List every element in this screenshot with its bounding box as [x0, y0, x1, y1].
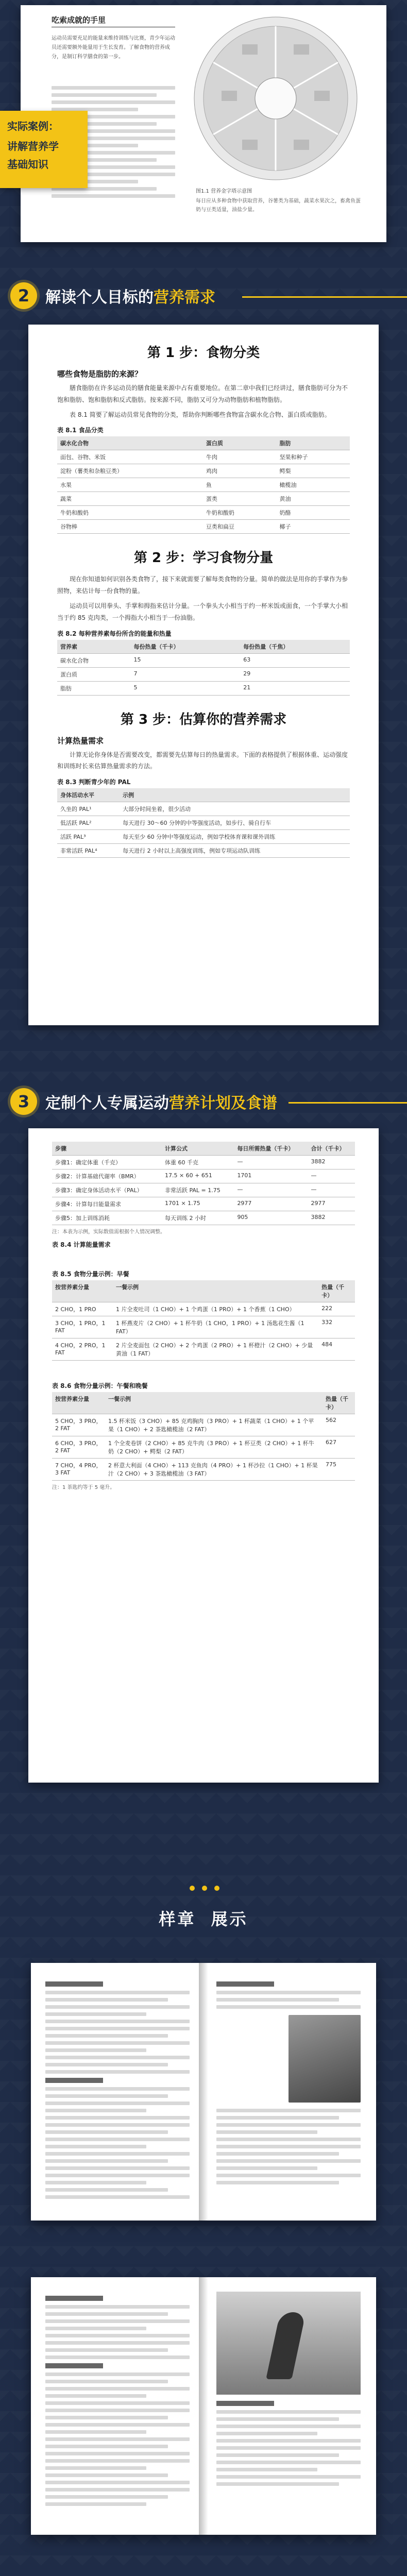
table-cell: 水果 — [57, 478, 203, 492]
table-row — [57, 478, 350, 492]
table-row — [57, 492, 350, 506]
table-header-cell: 碳水化合物 — [57, 436, 203, 450]
lunch-dinner-portion-table — [52, 1392, 355, 1481]
table-header-cell: 营养素 — [57, 640, 131, 654]
table-cell: 每天进行 2 小时以上高强度训练，例如专项运动队训练 — [120, 844, 350, 858]
table-cell: 3 CHO，1 PRO，1 FAT — [52, 1316, 113, 1338]
table-cell: 步骤1：确定体重（千克） — [52, 1156, 162, 1170]
figure-note: 每日应从多种食物中获取营养，谷薯类为基础，蔬菜水果次之，畜禽鱼蛋奶与豆类适量，油盐少量。 — [196, 198, 361, 213]
sample-photo-2 — [216, 2292, 361, 2395]
energy-calc-table — [52, 1142, 355, 1225]
table-header-cell: 每日所需热量（千卡） — [234, 1142, 308, 1156]
section-3-number: 3 — [10, 1088, 37, 1115]
table-cell: 低活跃 PAL² — [57, 816, 120, 830]
table-cell: 7 CHO，4 PRO，3 FAT — [52, 1459, 105, 1481]
table-row — [57, 653, 350, 667]
table-cell: 淀粉（薯类和杂粮豆类） — [57, 464, 203, 478]
table-header-cell: 每份热量（千卡） — [131, 640, 241, 654]
table-cell: 步骤3：确定身体活动水平（PAL） — [52, 1183, 162, 1197]
table-cell: 1 杯燕麦片（2 CHO）+ 1 杯牛奶（1 CHO，1 PRO）+ 1 汤匙花生酱（1 FAT） — [113, 1316, 318, 1338]
sample-title — [0, 1906, 407, 1930]
spread-1-gutter — [199, 1963, 208, 2221]
table-cell: 17.5 × 60 + 651 — [162, 1170, 234, 1183]
table-row — [52, 1156, 355, 1170]
section-2-title-highlight: 营养需求 — [154, 289, 215, 307]
table-cell: 222 — [318, 1302, 355, 1316]
section-2-header — [10, 282, 215, 309]
table-row — [57, 464, 350, 478]
table-8-3-caption: 表 8.3 判断青少年的 PAL — [57, 778, 131, 786]
table-cell: 蛋白质 — [57, 667, 131, 681]
table-header-cell: 计算公式 — [162, 1142, 234, 1156]
table-cell: 63 — [240, 653, 350, 667]
table-cell: 鳄梨 — [276, 464, 350, 478]
step1-title: 第 1 步：食物分类 — [147, 345, 260, 361]
table-header-cell: 热量（千卡） — [323, 1392, 355, 1414]
spread-2-right-page — [216, 2292, 361, 2489]
table-row — [57, 506, 350, 520]
table-cell: 6 CHO，3 PRO，2 FAT — [52, 1436, 105, 1459]
table-row — [57, 667, 350, 681]
table-cell: 332 — [318, 1316, 355, 1338]
table-cell: 碳水化合物 — [57, 653, 131, 667]
table-cell: 29 — [240, 667, 350, 681]
table-cell: 黄油 — [276, 492, 350, 506]
table-row — [52, 1183, 355, 1197]
section-3-title — [45, 1090, 277, 1113]
table-row — [57, 844, 350, 858]
sample-title-b: 展示 — [211, 1909, 248, 1929]
table-header-row — [57, 640, 350, 654]
table-cell: 奶酪 — [276, 506, 350, 520]
table-header-cell: 示例 — [120, 788, 350, 802]
table-cell: 5 CHO，3 PRO，2 FAT — [52, 1414, 105, 1436]
food-wheel-figure — [191, 13, 361, 183]
sample-title-a: 样章 — [159, 1909, 196, 1929]
table-cell: 牛奶和酸奶 — [57, 506, 203, 520]
pal-table — [57, 788, 350, 858]
table-header-cell: 热量（千卡） — [318, 1280, 355, 1302]
table-header-row — [52, 1280, 355, 1302]
table-cell: 牛奶和酸奶 — [203, 506, 277, 520]
step1-text — [57, 382, 350, 420]
section-3-title-prefix: 定制个人专属运动 — [45, 1094, 169, 1112]
step2-para1: 现在你知道如何识别各类食物了，接下来就需要了解每类食物的分量。简单的做法是用你的手掌作为参照物，来估计每一份食物的量。 — [57, 575, 348, 595]
table-cell: 橄榄油 — [276, 478, 350, 492]
table-cell: 椰子 — [276, 520, 350, 534]
food-category-table — [57, 436, 350, 534]
table-cell: 1701 — [234, 1170, 308, 1183]
table-8-6-caption: 表 8.6 食物分量示例：午餐和晚餐 — [52, 1382, 148, 1389]
table-cell: 面包、谷物、米饭 — [57, 450, 203, 464]
table-cell: 非常活跃 PAL = 1.75 — [162, 1183, 234, 1197]
table-cell: 步骤5：加上训练消耗 — [52, 1211, 162, 1225]
table-cell: 905 — [234, 1211, 308, 1225]
table-cell: 步骤2：计算基础代谢率（BMR） — [52, 1170, 162, 1183]
figure-caption: 图1.1 营养金字塔示意图 — [196, 189, 252, 194]
table-header-cell: 按营养素分量 — [52, 1392, 105, 1414]
table-header-row — [52, 1392, 355, 1414]
table-cell: 2977 — [234, 1197, 308, 1211]
sample-spread-2 — [31, 2277, 376, 2535]
breakfast-portion-table — [52, 1280, 355, 1361]
sample-header — [0, 1906, 407, 1930]
table-cell: 久坐的 PAL¹ — [57, 802, 120, 816]
spread-1-right-page — [216, 1977, 361, 2188]
table-cell: 4 CHO，2 PRO，1 FAT — [52, 1338, 113, 1361]
table-cell: — — [234, 1183, 308, 1197]
table-header-cell: 身体活动水平 — [57, 788, 120, 802]
table-cell: 每天训练 2 小时 — [162, 1211, 234, 1225]
table-cell: 3882 — [308, 1211, 355, 1225]
table-row — [57, 450, 350, 464]
step1-para2: 表 8.1 简要了解运动员常见食物的分类，帮助你判断哪些食物富含碳水化合物、蛋白质或脂肪。 — [70, 411, 331, 418]
spread-1-left-page — [45, 1977, 190, 2202]
section-2-rule — [242, 296, 407, 298]
table-cell: 坚果和种子 — [276, 450, 350, 464]
table-cell: — — [308, 1170, 355, 1183]
top-page-paragraph: 运动员需要充足的能量来维持训练与比赛，青少年运动员还需要额外能量用于生长发育。了解食物的营养成分，是制订科学膳食的第一步。 — [52, 36, 175, 60]
table-cell: 非常活跃 PAL⁴ — [57, 844, 120, 858]
table-header-cell: 一餐示例 — [113, 1280, 318, 1302]
section-3-header — [10, 1088, 277, 1115]
table-row — [52, 1316, 355, 1338]
table-cell: 大部分时间坐着，很少活动 — [120, 802, 350, 816]
spread-2-gutter — [199, 2277, 208, 2535]
table-cell: 775 — [323, 1459, 355, 1481]
table-row — [52, 1459, 355, 1481]
table-cell: 7 — [131, 667, 241, 681]
food-wheel-svg — [191, 13, 361, 183]
table-cell: 脂肪 — [57, 681, 131, 695]
table-row — [52, 1302, 355, 1316]
section-2-title — [45, 284, 215, 307]
case-study-tag — [0, 111, 88, 188]
table-8-1-caption: 表 8.1 食品分类 — [57, 427, 104, 434]
table-cell: — — [308, 1183, 355, 1197]
table-header-cell: 一餐示例 — [105, 1392, 323, 1414]
section-2-title-prefix: 解读个人目标的 — [45, 289, 154, 307]
sample-spread-1 — [31, 1963, 376, 2221]
table-cell: 3882 — [308, 1156, 355, 1170]
spread-2-left-page — [45, 2292, 190, 2510]
table-cell: 豆类和扁豆 — [203, 520, 277, 534]
table-row — [57, 681, 350, 695]
table-cell: 蛋类 — [203, 492, 277, 506]
table-cell: 15 — [131, 653, 241, 667]
table-cell: 体重 60 千克 — [162, 1156, 234, 1170]
table-cell: 鱼 — [203, 478, 277, 492]
table-row — [52, 1211, 355, 1225]
step3-title: 第 3 步：估算你的营养需求 — [120, 711, 287, 727]
section-2-number: 2 — [10, 282, 37, 309]
table-cell: 步骤4：计算每日能量需求 — [52, 1197, 162, 1211]
table-cell: 627 — [323, 1436, 355, 1459]
section-3-title-highlight: 营养计划及食谱 — [169, 1094, 277, 1112]
step2-title: 第 2 步：学习食物分量 — [133, 550, 274, 566]
case-tag-title: 实际案例： — [7, 120, 59, 132]
case-tag-line1: 讲解营养学 — [7, 140, 59, 152]
table-row — [52, 1414, 355, 1436]
table-cell: 1 个全麦卷饼（2 CHO）+ 85 克牛肉（3 PRO）+ 1 杯豆类（2 CHO）+ 1 杯牛奶（2 CHO）+ 鳄梨（2 FAT） — [105, 1436, 323, 1459]
step1-question: 哪些食物是脂肪的来源？ — [57, 369, 143, 379]
table-row — [52, 1197, 355, 1211]
step2-text — [57, 573, 350, 623]
step1-para1: 膳食脂肪在许多运动员的膳食能量来源中占有重要地位。在第二章中我们已经讲过，膳食脂肪可分为不饱和脂肪、饱和脂肪和反式脂肪。按来源不同，脂肪又可分为动物脂肪和植物脂肪。 — [57, 384, 348, 403]
step3-text — [57, 749, 350, 773]
table-cell: 1701 × 1.75 — [162, 1197, 234, 1211]
table-header-cell: 按营养素分量 — [52, 1280, 113, 1302]
table-row — [52, 1436, 355, 1459]
page-running-header: 吃索成就的手里 — [52, 15, 106, 25]
table-cell: 牛肉 — [203, 450, 277, 464]
page-nutrition-needs — [28, 325, 379, 1025]
table-header-cell: 步骤 — [52, 1142, 162, 1156]
table-row — [57, 802, 350, 816]
table-row — [57, 830, 350, 844]
table-cell: 1.5 杯米饭（3 CHO）+ 85 克鸡胸肉（3 PRO）+ 1 杯蔬菜（1 CHO）+ 1 个苹果（1 CHO）+ 2 茶匙橄榄油（2 FAT） — [105, 1414, 323, 1436]
nutrient-calorie-table — [57, 640, 350, 696]
table-cell: 谷物棒 — [57, 520, 203, 534]
table-cell: 活跃 PAL³ — [57, 830, 120, 844]
table-row — [57, 816, 350, 830]
table-header-row — [52, 1142, 355, 1156]
table-cell: 1 片全麦吐司（1 CHO）+ 1 个鸡蛋（1 PRO）+ 1 个香蕉（1 CHO） — [113, 1302, 318, 1316]
table-cell: 每天至少 60 分钟中等强度运动，例如学校体育课和课外训练 — [120, 830, 350, 844]
step2-para2: 运动员可以用拳头、手掌和拇指来估计分量。一个拳头大小相当于约一杯米饭或面食，一个手掌大小相当于约 85 克肉类，一个拇指大小相当于一份油脂。 — [57, 602, 348, 621]
table-cell: 每天进行 30～60 分钟的中等强度活动，如步行、骑自行车 — [120, 816, 350, 830]
table-8-6-note: 注：1 茶匙约等于 5 毫升。 — [52, 1485, 115, 1490]
step3-para1: 计算无论你身体是否需要改变，都需要先估算每日的热量需求。下面的表格提供了根据体重、运动强度和训练时长来估算热量需求的方法。 — [57, 751, 348, 770]
table-header-cell: 脂肪 — [276, 436, 350, 450]
table-cell: 2 杯意大利面（4 CHO）+ 113 克鱼肉（4 PRO）+ 1 杯沙拉（1 CHO）+ 1 杯果汁（2 CHO）+ 3 茶匙橄榄油（3 FAT） — [105, 1459, 323, 1481]
case-tag-line2: 基础知识 — [7, 158, 48, 171]
table-8-4-note: 注：本表为示例，实际数值需根据个人情况调整。 — [52, 1229, 165, 1235]
table-header-cell: 合计（千卡） — [308, 1142, 355, 1156]
table-cell: 2 片全麦面包（2 CHO）+ 2 个鸡蛋（2 PRO）+ 1 杯橙汁（2 CHO）+ 少量黄油（1 FAT） — [113, 1338, 318, 1361]
section-3-rule — [289, 1102, 407, 1104]
table-cell: 562 — [323, 1414, 355, 1436]
table-cell: 5 — [131, 681, 241, 695]
table-cell: 蔬菜 — [57, 492, 203, 506]
table-cell: 484 — [318, 1338, 355, 1361]
sample-dots-top — [190, 1886, 219, 1891]
table-cell: 2977 — [308, 1197, 355, 1211]
table-header-cell: 蛋白质 — [203, 436, 277, 450]
table-8-5-caption: 表 8.5 食物分量示例：早餐 — [52, 1270, 129, 1278]
table-cell: 鸡肉 — [203, 464, 277, 478]
table-row — [57, 520, 350, 534]
runner-silhouette — [266, 2312, 306, 2379]
sample-photo-1 — [289, 2015, 361, 2103]
table-row — [52, 1338, 355, 1361]
step3-subheading: 计算热量需求 — [57, 736, 104, 745]
table-cell: 2 CHO，1 PRO — [52, 1302, 113, 1316]
table-header-cell: 每份热量（千焦） — [240, 640, 350, 654]
table-cell: 21 — [240, 681, 350, 695]
page-meal-plan — [28, 1128, 379, 1783]
table-cell: — — [234, 1156, 308, 1170]
table-8-4-caption: 表 8.4 计算能量需求 — [52, 1241, 111, 1248]
table-row — [52, 1170, 355, 1183]
table-8-2-caption: 表 8.2 每种营养素每份所含的能量和热量 — [57, 630, 172, 637]
table-header-row — [57, 788, 350, 802]
table-header-row — [57, 436, 350, 450]
